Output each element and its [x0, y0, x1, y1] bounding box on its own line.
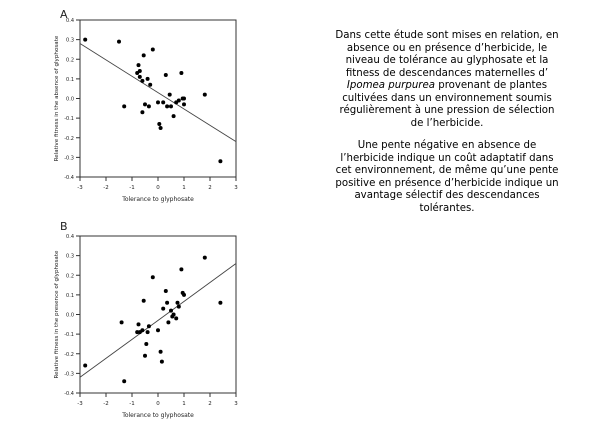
x-axis-label: Tolerance to glyphosate — [122, 412, 194, 419]
x-tick-label: -2 — [103, 401, 109, 407]
data-point — [159, 350, 163, 354]
regression-line — [80, 263, 236, 377]
y-tick-label: 0.3 — [66, 253, 74, 260]
data-point — [120, 320, 124, 324]
x-tick-label: 3 — [234, 185, 238, 191]
data-point — [142, 299, 146, 303]
caption-paragraph-2: Une pente négative en absence de l’herbicide indique un coût adaptatif dans cet environnement, de même qu’une pente positive en présence d’herbicide indique un avantage sélectif des descendances tolérantes. — [335, 140, 559, 214]
x-tick-label: 0 — [156, 401, 160, 407]
x-tick-label: 1 — [182, 185, 186, 191]
data-point — [172, 313, 176, 317]
plot-frame — [80, 236, 236, 393]
caption-p1-after: provenant de plantes cultivées dans un environnement soumis régulièrement à une pression de sélection de l’herbicide. — [339, 80, 555, 129]
data-point — [169, 309, 173, 313]
y-tick-label: 0.2 — [66, 273, 74, 280]
y-tick-label: 0.3 — [66, 37, 74, 44]
data-point — [203, 256, 207, 260]
y-tick-label: -0.2 — [64, 351, 74, 358]
y-tick-label: 0.0 — [66, 96, 74, 103]
x-tick-label: 0 — [156, 185, 160, 191]
y-tick-label: -0.4 — [64, 391, 74, 397]
x-tick-label: -3 — [77, 401, 83, 407]
data-point — [165, 301, 169, 305]
data-point — [164, 289, 168, 293]
data-point — [156, 328, 160, 332]
y-tick-label: 0.1 — [66, 292, 74, 299]
y-tick-label: 0.2 — [66, 57, 74, 64]
data-point — [174, 316, 178, 320]
y-tick-label: -0.3 — [64, 371, 74, 378]
y-tick-label: -0.1 — [64, 332, 74, 339]
data-point — [179, 267, 183, 271]
data-point — [83, 364, 87, 368]
data-point — [151, 275, 155, 279]
x-axis-label: Tolerance to glyphosate — [122, 196, 194, 203]
x-tick-label: -2 — [103, 185, 109, 191]
data-point — [160, 360, 164, 364]
data-point — [161, 307, 165, 311]
x-tick-label: 2 — [208, 401, 212, 407]
data-point — [143, 354, 147, 358]
x-tick-label: 3 — [234, 401, 238, 407]
data-point — [122, 379, 126, 383]
y-axis-label: Relative fitness in the absence of glyphosate — [54, 35, 60, 162]
y-tick-label: -0.4 — [64, 175, 74, 181]
panel-a-letter: A — [60, 8, 68, 21]
y-tick-label: 0.4 — [66, 18, 74, 24]
data-point — [137, 322, 141, 326]
data-point — [144, 342, 148, 346]
y-tick-label: -0.1 — [64, 116, 74, 123]
data-point — [146, 330, 150, 334]
data-point — [177, 305, 181, 309]
panel-b-letter: B — [60, 220, 68, 233]
data-point — [182, 293, 186, 297]
x-tick-label: 2 — [208, 185, 212, 191]
data-point — [176, 301, 180, 305]
caption-paragraph-1 — [332, 30, 562, 130]
data-point — [166, 320, 170, 324]
x-tick-label: -1 — [129, 185, 135, 191]
x-tick-label: -1 — [129, 401, 135, 407]
y-tick-label: 0.0 — [66, 312, 74, 319]
y-tick-label: 0.4 — [66, 234, 74, 240]
y-tick-label: -0.2 — [64, 135, 74, 142]
species-name: Ipomea purpurea — [346, 80, 435, 91]
y-tick-label: -0.3 — [64, 155, 74, 162]
data-point — [140, 328, 144, 332]
y-tick-label: 0.1 — [66, 76, 74, 83]
y-axis-label: Relative fitness in the presence of glyphosate — [54, 250, 60, 379]
x-tick-label: -3 — [77, 185, 83, 191]
caption-p1-before: Dans cette étude sont mises en relation, en absence ou en présence d’herbicide, le niveau de tolérance au glyphosate et la fitness de descendances maternelles d’ — [335, 30, 559, 79]
x-tick-label: 1 — [182, 401, 186, 407]
data-point — [147, 324, 151, 328]
description-text — [332, 30, 562, 225]
data-point — [218, 301, 222, 305]
